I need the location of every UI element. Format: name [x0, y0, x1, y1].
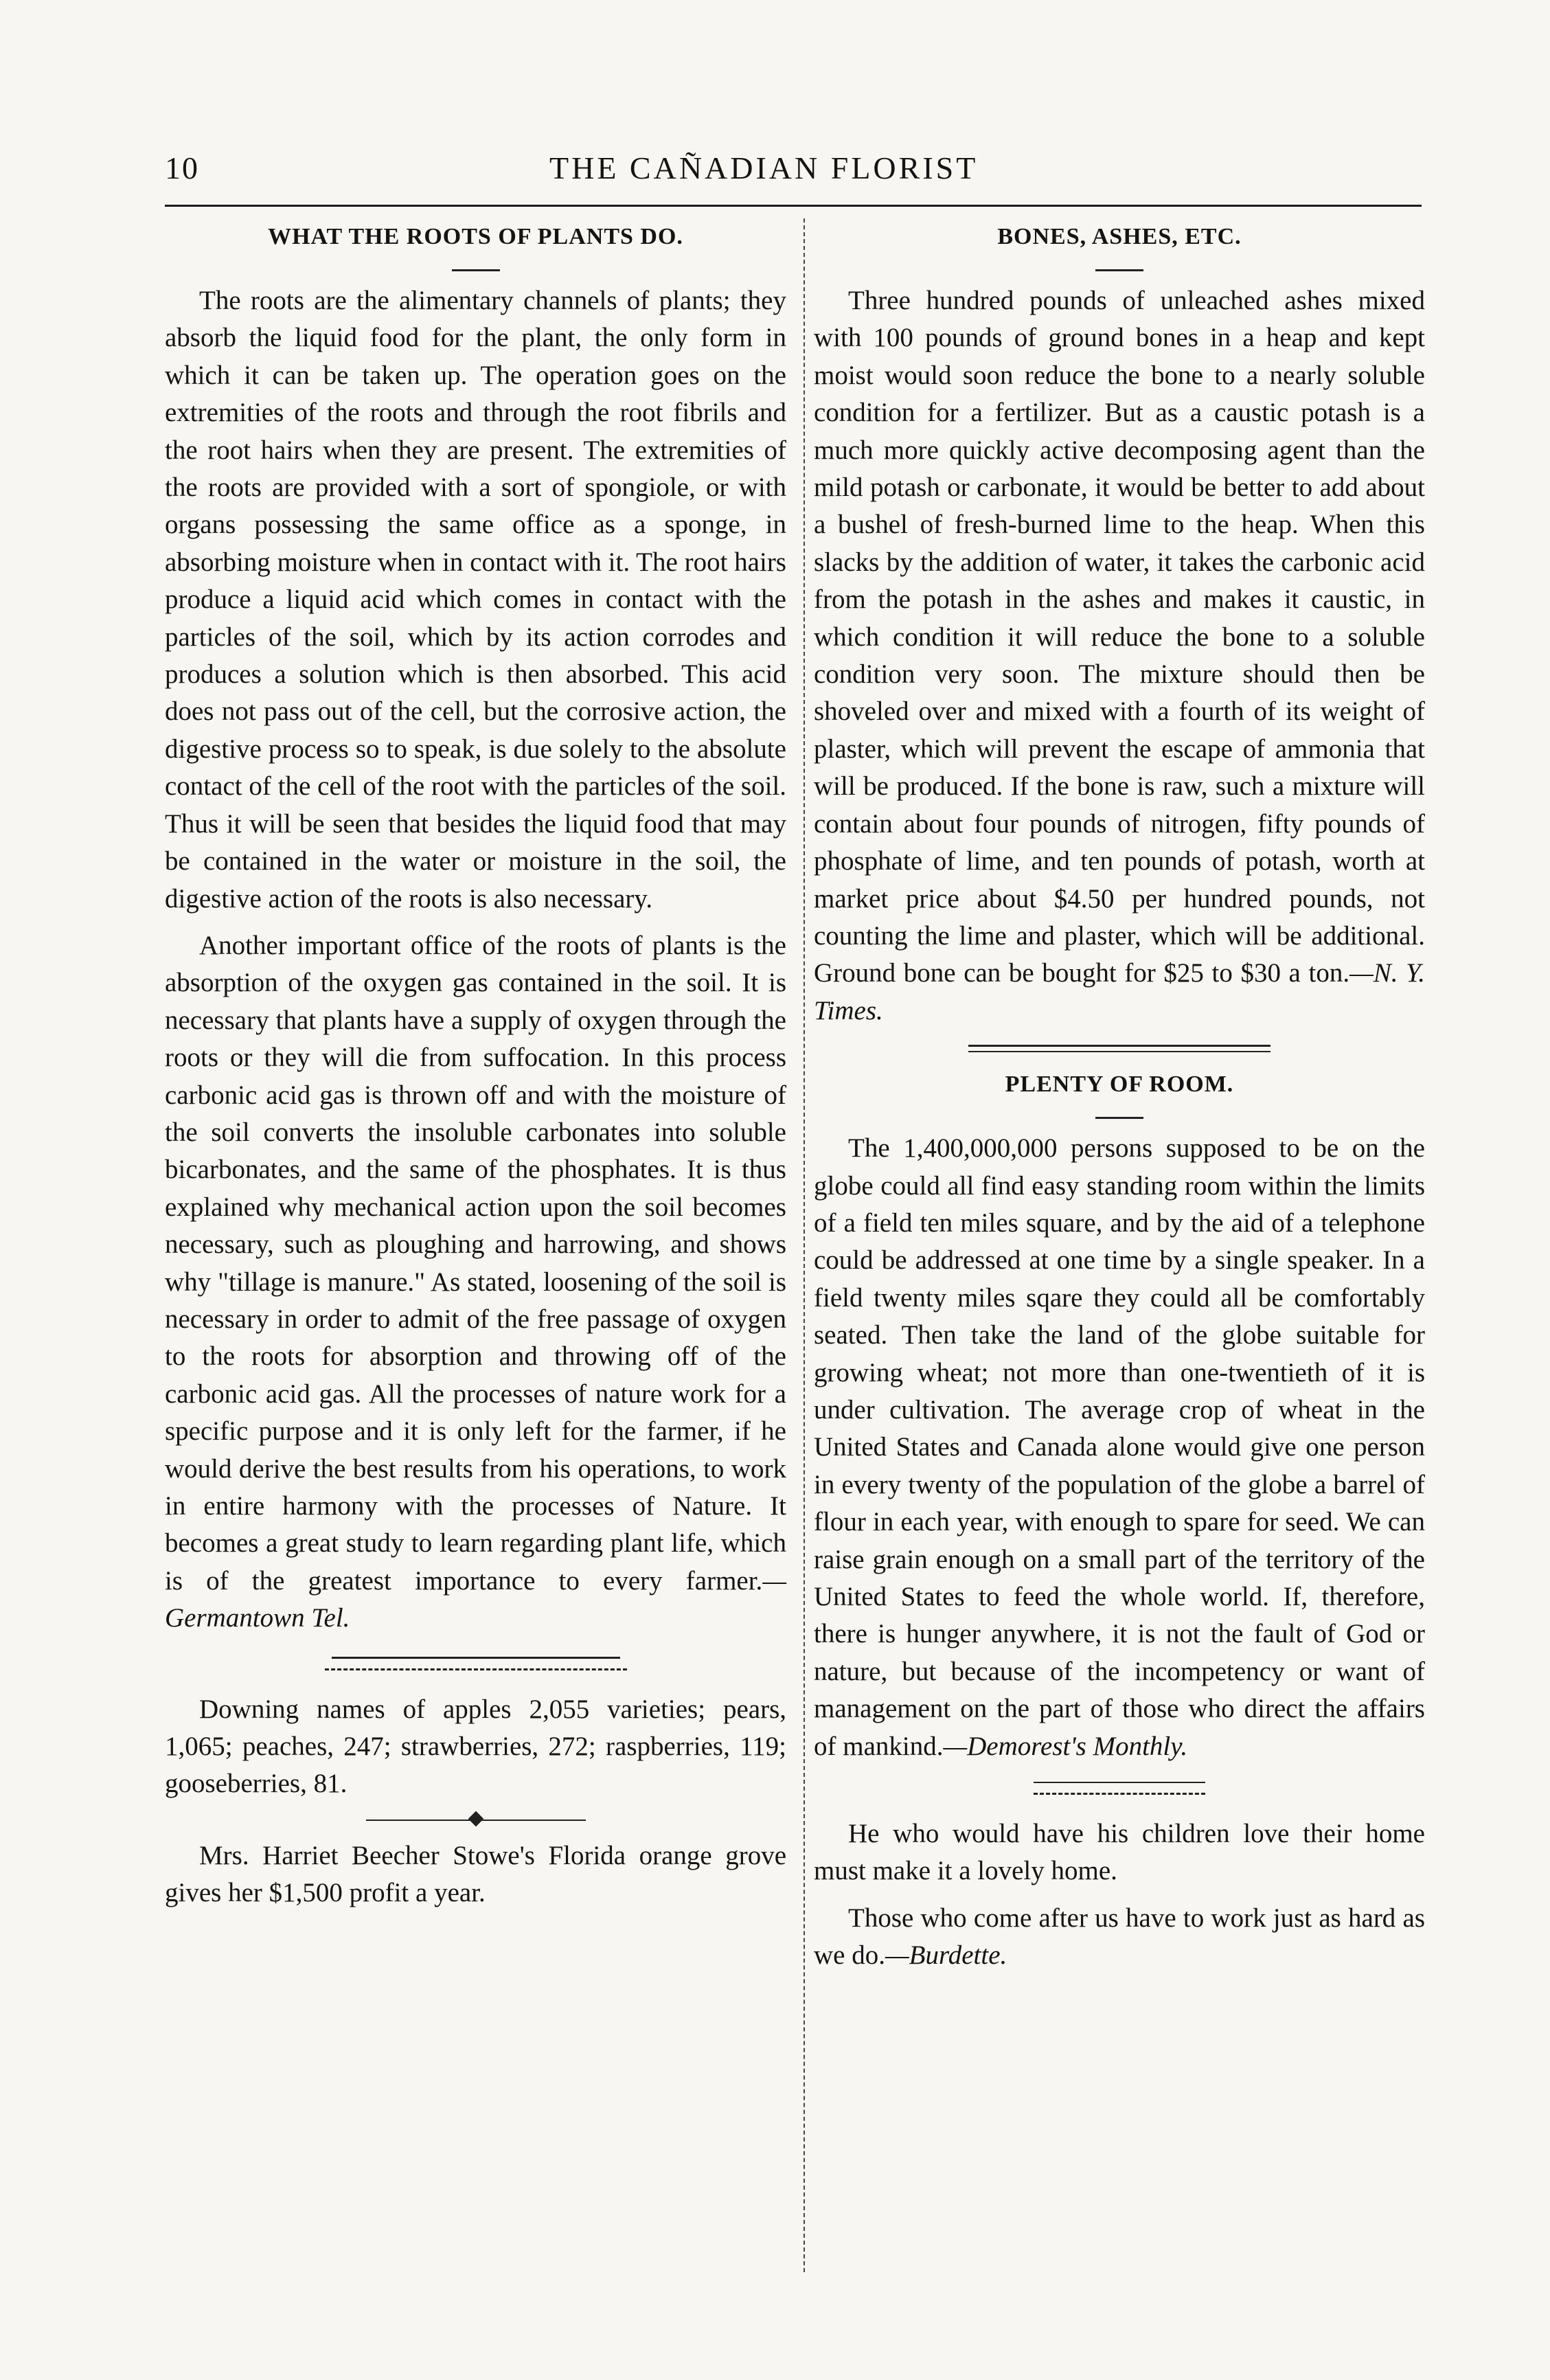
right-column — [814, 218, 1425, 1975]
title-dash — [1095, 1117, 1143, 1119]
note-citation: —Burdette. — [885, 1940, 1007, 1971]
note-stowe: Mrs. Harriet Beecher Stowe's Florida orange grove gives her $1,500 profit a year. — [165, 1840, 786, 1908]
separator-rule — [332, 1657, 620, 1659]
note-apples: Downing names of apples 2,055 varieties; pears, 1,065; peaches, 247; strawberries, 272; raspberries, 119; gooseberries, 81. — [165, 1694, 786, 1799]
separator-dashed — [1034, 1793, 1205, 1795]
separator-rule — [1034, 1782, 1205, 1783]
note-home: He who would have his children love their home must make it a lovely home. — [814, 1819, 1425, 1886]
article-citation: —Germantown Tel. — [165, 1565, 786, 1633]
article-body-bones: Three hundred pounds of unleached ashes mixed with 100 pounds of ground bones in a heap and kept moist would soon reduce the bone to a nearly soluble condition for a fertilizer. But as a caustic potash is a much more quickly active decomposing agent than the mild potash or carbonate, it would be better to add about a bushel of fresh-burned lime to the heap. When this slacks by the addition of water, it takes the carbonic acid from the potash in the ashes and makes it caustic, in which condition it will reduce the bone to a soluble condition very soon. The mixture should then be shoveled over and mixed with a fourth of its weight of plaster, which will prevent the escape of ammonia that will be produced. If the bone is raw, such a mixture will contain about four pounds of nitrogen, fifty pounds of phosphate of lime, and ten pounds of potash, worth at market price about $4.50 per hundred pounds, not counting the lime and plaster, which will be additional. Ground bone can be bought for $25 to $30 a ton.—N. Y. Times. — [814, 286, 1425, 1025]
title-dash — [452, 269, 500, 271]
journal-title: THE CAÑADIAN FLORIST — [549, 150, 979, 185]
separator-dashed — [325, 1668, 627, 1670]
article-body-plenty: The 1,400,000,000 persons supposed to be on the globe could all find easy standing room within the limits of a field ten miles square, and by the aid of a telephone could be addressed at one time by a single speaker. In a field twenty miles sqare they could all be comfortably seated. Then take the land of the globe suitable for growing wheat; not more than one-twentieth of it is under cultivation. The average crop of wheat in the United States and Canada alone would give one person in every twenty of the population of the globe a barrel of flour in each year, with enough to spare for seed. We can raise grain enough on a small part of the territory of the United States to feed the whole world. If, therefore, there is hunger anywhere, it is not the fault of God or nature, but because of the incompetency or want of management on the part of those who direct the affairs of mankind.—Demorest's Monthly. — [814, 1133, 1425, 1761]
diamond-ornament-icon — [468, 1811, 483, 1827]
column-divider — [804, 218, 805, 2272]
separator-ornament — [366, 1810, 586, 1831]
page-header — [165, 150, 1422, 198]
title-dash — [1095, 269, 1143, 271]
note-work: Those who come after us have to work just as hard as we do.—Burdette. — [814, 1903, 1425, 1971]
left-column — [165, 218, 786, 1912]
article-paragraph: The roots are the alimentary channels of plants; they absorb the liquid food for the plant, the only form in which it can be taken up. The operation goes on the extremities of the roots and through the root fibrils and the root hairs when they are present. The extremities of the roots are provided with a sort of spongiole, or with organs possessing the same office as a sponge, in absorbing moisture when in contact with it. The root hairs produce a liquid acid which comes in contact with the particles of the soil, which by its action corrodes and produces a solution which is then absorbed. This acid does not pass out of the cell, but the corrosive action, the digestive process so to speak, is due solely to the absolute contact of the cell of the root with the particles of the soil. Thus it will be seen that besides the liquid food that may be contained in the water or moisture in the soil, the digestive action of the roots is also necessary. — [165, 286, 786, 914]
separator-double-rule — [968, 1045, 1270, 1052]
article-title-roots: WHAT THE ROOTS OF PLANTS DO. — [268, 224, 683, 249]
article-citation: —N. Y. Times. — [814, 958, 1425, 1025]
header-rule — [165, 205, 1422, 207]
article-title-plenty-of-room: PLENTY OF ROOM. — [1005, 1072, 1234, 1098]
page-number: 10 — [165, 150, 199, 185]
article-paragraph: Another important office of the roots of plants is the absorption of the oxygen gas contained in the soil. It is necessary that plants have a supply of oxygen through the roots or they will die from suffocation. In this process carbonic acid gas is thrown off and with the moisture of the soil converts the insoluble carbonates into soluble bicarbonates, and the same of the phosphates. It is thus explained why mechanical action upon the soil becomes necessary, such as ploughing and harrowing, and shows why "tillage is manure." As stated, loosening of the soil is necessary in order to admit of the free passage of oxygen to the roots for absorption and throwing off of the carbonic acid gas. All the processes of nature work for a specific purpose and it is only left for the farmer, if he would derive the best results from his operations, to work in entire harmony with the processes of Nature. It becomes a great study to learn regarding plant life, which is of the greatest importance to every farmer.—Germantown Tel. — [165, 930, 786, 1633]
article-title-bones: BONES, ASHES, ETC. — [997, 224, 1242, 249]
article-citation: —Demorest's Monthly. — [943, 1731, 1188, 1761]
